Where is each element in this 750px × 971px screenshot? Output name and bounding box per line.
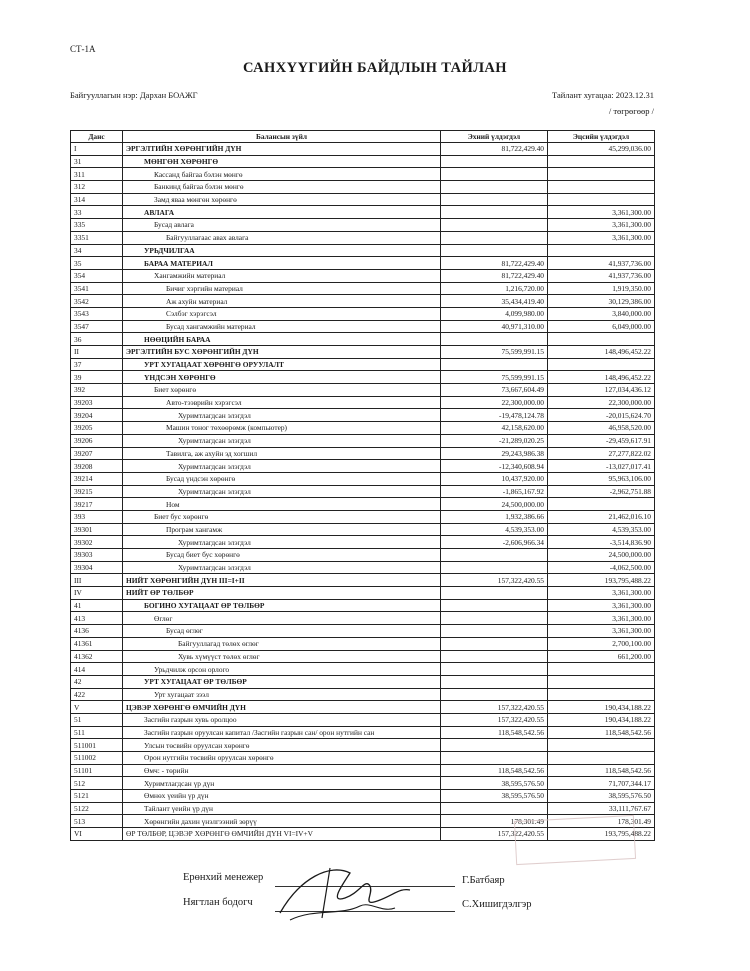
table-row	[71, 155, 655, 168]
table-row	[71, 637, 655, 650]
table-row	[71, 346, 655, 359]
item-name-cell: НИЙТ ӨР ТӨЛБӨР	[123, 587, 441, 600]
start-balance-cell	[441, 561, 548, 574]
account-code-cell: 39217	[71, 498, 123, 511]
start-balance-cell	[441, 612, 548, 625]
accountant-title: Нягтлан бодогч	[183, 897, 253, 908]
item-name-cell: Бусад өглөг	[123, 625, 441, 638]
end-balance-cell	[548, 193, 655, 206]
end-balance-cell: 193,795,488.22	[548, 574, 655, 587]
end-balance-cell: 3,840,000.00	[548, 307, 655, 320]
end-balance-cell	[548, 739, 655, 752]
item-name-cell: УРТ ХУГАЦААТ ХӨРӨНГӨ ОРУУЛАЛТ	[123, 358, 441, 371]
start-balance-cell: -21,289,020.25	[441, 434, 548, 447]
account-code-cell: 512	[71, 777, 123, 790]
end-balance-cell	[548, 675, 655, 688]
table-row	[71, 764, 655, 777]
end-balance-cell: 178,301.49	[548, 815, 655, 828]
end-balance-cell: 3,361,300.00	[548, 219, 655, 232]
end-balance-cell: 3,361,300.00	[548, 587, 655, 600]
start-balance-cell: 10,437,920.00	[441, 472, 548, 485]
end-balance-cell: 45,299,036.00	[548, 143, 655, 156]
table-row	[71, 295, 655, 308]
table-row	[71, 396, 655, 409]
start-balance-cell	[441, 155, 548, 168]
item-name-cell: Машин тоног төхөөрөмж (компьютер)	[123, 422, 441, 435]
item-name-cell: Банкинд байгаа бэлэн мөнгө	[123, 181, 441, 194]
table-row	[71, 549, 655, 562]
account-code-cell: 414	[71, 663, 123, 676]
table-row	[71, 257, 655, 270]
start-balance-cell	[441, 752, 548, 765]
end-balance-cell: 38,595,576.50	[548, 790, 655, 803]
item-name-cell: Програм хангамж	[123, 523, 441, 536]
account-code-cell: 312	[71, 181, 123, 194]
start-balance-cell: 75,599,991.15	[441, 371, 548, 384]
end-balance-cell: 3,361,300.00	[548, 206, 655, 219]
item-name-cell: ӨР ТӨЛБӨР, ЦЭВЭР ХӨРӨНГӨ ӨМЧИЙН ДҮН VI=IV+V	[123, 828, 441, 841]
start-balance-cell	[441, 358, 548, 371]
end-balance-cell: 30,129,386.00	[548, 295, 655, 308]
account-code-cell: 37	[71, 358, 123, 371]
table-row	[71, 181, 655, 194]
start-balance-cell: 75,599,991.15	[441, 346, 548, 359]
item-name-cell: БАРАА МАТЕРИАЛ	[123, 257, 441, 270]
item-name-cell: НӨӨЦИЙН БАРАА	[123, 333, 441, 346]
account-code-cell: 39301	[71, 523, 123, 536]
account-code-cell: 5122	[71, 802, 123, 815]
account-code-cell: 39203	[71, 396, 123, 409]
item-name-cell: Урьдчилж орсон орлого	[123, 663, 441, 676]
item-name-cell: Хөрөнгийн дахин үнэлгээний зөрүү	[123, 815, 441, 828]
start-balance-cell	[441, 637, 548, 650]
item-name-cell: Бусад хангамжийн материал	[123, 320, 441, 333]
end-balance-cell: 148,496,452.22	[548, 346, 655, 359]
table-row	[71, 625, 655, 638]
start-balance-cell: 81,722,429.40	[441, 143, 548, 156]
table-row	[71, 688, 655, 701]
end-balance-cell: 190,434,188.22	[548, 713, 655, 726]
start-balance-cell	[441, 231, 548, 244]
start-balance-cell	[441, 549, 548, 562]
account-code-cell: 393	[71, 510, 123, 523]
start-balance-cell: 81,722,429.40	[441, 269, 548, 282]
item-name-cell: Засгийн газрын оруулсан капитал /Засгийн газрын сан/ орон нутгийн сан	[123, 726, 441, 739]
account-code-cell: 4136	[71, 625, 123, 638]
manager-name: Г.Батбаяр	[462, 875, 505, 886]
account-code-cell: 314	[71, 193, 123, 206]
account-code-cell: V	[71, 701, 123, 714]
item-name-cell: ЭРГЭЛТИЙН БУС ХӨРӨНГИЙН ДҮН	[123, 346, 441, 359]
table-row	[71, 663, 655, 676]
item-name-cell: МӨНГӨН ХӨРӨНГӨ	[123, 155, 441, 168]
start-balance-cell	[441, 244, 548, 257]
start-balance-cell	[441, 739, 548, 752]
start-balance-cell: 35,434,419.40	[441, 295, 548, 308]
end-balance-cell: 95,963,106.00	[548, 472, 655, 485]
end-balance-cell: 127,034,436.12	[548, 384, 655, 397]
item-name-cell: Бусад авлага	[123, 219, 441, 232]
end-balance-cell: 4,539,353.00	[548, 523, 655, 536]
table-row	[71, 790, 655, 803]
item-name-cell: Байгууллагаас авах авлага	[123, 231, 441, 244]
account-code-cell: 34	[71, 244, 123, 257]
table-row	[71, 498, 655, 511]
item-name-cell: Байгууллагад төлөх өглөг	[123, 637, 441, 650]
start-balance-cell	[441, 688, 548, 701]
start-balance-cell: 40,971,310.00	[441, 320, 548, 333]
end-balance-cell: 2,700,100.00	[548, 637, 655, 650]
item-name-cell: Хангамжийн материал	[123, 269, 441, 282]
table-row	[71, 244, 655, 257]
end-balance-cell	[548, 688, 655, 701]
item-name-cell: Замд яваа мөнгөн хөрөнгө	[123, 193, 441, 206]
account-code-cell: 39205	[71, 422, 123, 435]
start-balance-cell: 29,243,986.38	[441, 447, 548, 460]
item-name-cell: ЭРГЭЛТИЙН ХӨРӨНГИЙН ДҮН	[123, 143, 441, 156]
table-row	[71, 523, 655, 536]
start-balance-cell	[441, 675, 548, 688]
end-balance-cell: -2,962,751.88	[548, 485, 655, 498]
signature-scrawl-icon	[270, 858, 420, 928]
end-balance-cell: -13,027,017.41	[548, 460, 655, 473]
item-name-cell: Хуримтлагдсан элэгдэл	[123, 409, 441, 422]
item-name-cell: Улсын төсвийн оруулсан хөрөнгө	[123, 739, 441, 752]
item-name-cell: НИЙТ ХӨРӨНГИЙН ДҮН III=I+II	[123, 574, 441, 587]
account-code-cell: 335	[71, 219, 123, 232]
end-balance-cell: -4,062,500.00	[548, 561, 655, 574]
end-balance-cell: 6,049,000.00	[548, 320, 655, 333]
start-balance-cell: 42,158,620.00	[441, 422, 548, 435]
account-code-cell: 42	[71, 675, 123, 688]
start-balance-cell: 157,322,420.55	[441, 701, 548, 714]
end-balance-cell: 661,200.00	[548, 650, 655, 663]
end-balance-cell: 71,707,344.17	[548, 777, 655, 790]
end-balance-cell: 3,361,300.00	[548, 612, 655, 625]
table-row	[71, 802, 655, 815]
start-balance-cell: 24,500,000.00	[441, 498, 548, 511]
start-balance-cell: -2,606,966.34	[441, 536, 548, 549]
currency-unit: / төгрөгөөр /	[608, 106, 654, 116]
account-code-cell: 311	[71, 168, 123, 181]
account-code-cell: 3351	[71, 231, 123, 244]
start-balance-cell: 118,548,542.56	[441, 726, 548, 739]
end-balance-cell: 24,500,000.00	[548, 549, 655, 562]
item-name-cell: Биет бус хөрөнгө	[123, 510, 441, 523]
end-balance-cell	[548, 752, 655, 765]
start-balance-cell	[441, 193, 548, 206]
item-name-cell: Сэлбэг хэрэгсэл	[123, 307, 441, 320]
end-balance-cell	[548, 663, 655, 676]
table-row	[71, 612, 655, 625]
end-balance-cell: 41,937,736.00	[548, 269, 655, 282]
start-balance-cell: -19,478,124.78	[441, 409, 548, 422]
table-row	[71, 333, 655, 346]
account-code-cell: 511002	[71, 752, 123, 765]
account-code-cell: 3547	[71, 320, 123, 333]
start-balance-cell	[441, 650, 548, 663]
item-name-cell: Тавилга, аж ахуйн эд хогшил	[123, 447, 441, 460]
table-row	[71, 574, 655, 587]
end-balance-cell	[548, 181, 655, 194]
item-name-cell: Хуримтлагдсан элэгдэл	[123, 434, 441, 447]
table-row	[71, 599, 655, 612]
account-code-cell: 39302	[71, 536, 123, 549]
header-end-balance: Эцсийн үлдэгдэл	[548, 131, 655, 143]
start-balance-cell	[441, 599, 548, 612]
start-balance-cell: 118,548,542.56	[441, 764, 548, 777]
table-row	[71, 460, 655, 473]
table-row	[71, 510, 655, 523]
item-name-cell: Хуримтлагдсан элэгдэл	[123, 561, 441, 574]
table-row	[71, 168, 655, 181]
table-row	[71, 219, 655, 232]
organization-name: Байгууллагын нэр: Дархан БОАЖГ	[70, 90, 198, 100]
table-row	[71, 739, 655, 752]
item-name-cell: АВЛАГА	[123, 206, 441, 219]
end-balance-cell: 21,462,016.10	[548, 510, 655, 523]
item-name-cell: Өмнөх үеийн үр дүн	[123, 790, 441, 803]
account-code-cell: 39208	[71, 460, 123, 473]
end-balance-cell: 190,434,188.22	[548, 701, 655, 714]
header-item: Балансын зүйл	[123, 131, 441, 143]
account-code-cell: 354	[71, 269, 123, 282]
table-row	[71, 384, 655, 397]
header-start-balance: Эхний үлдэгдэл	[441, 131, 548, 143]
account-code-cell: 36	[71, 333, 123, 346]
item-name-cell: ЦЭВЭР ХӨРӨНГӨ ӨМЧИЙН ДҮН	[123, 701, 441, 714]
item-name-cell: БОГИНО ХУГАЦААТ ӨР ТӨЛБӨР	[123, 599, 441, 612]
balance-sheet-table	[70, 130, 655, 841]
account-code-cell: 511001	[71, 739, 123, 752]
account-code-cell: 39304	[71, 561, 123, 574]
end-balance-cell: 22,300,000.00	[548, 396, 655, 409]
table-row	[71, 447, 655, 460]
item-name-cell: УРЬДЧИЛГАА	[123, 244, 441, 257]
item-name-cell: Бусад үндсэн хөрөнгө	[123, 472, 441, 485]
account-code-cell: 51	[71, 713, 123, 726]
start-balance-cell: 38,595,576.50	[441, 777, 548, 790]
table-row	[71, 320, 655, 333]
start-balance-cell	[441, 802, 548, 815]
table-row	[71, 650, 655, 663]
start-balance-cell: 38,595,576.50	[441, 790, 548, 803]
table-row	[71, 713, 655, 726]
start-balance-cell	[441, 625, 548, 638]
start-balance-cell: 157,322,420.55	[441, 574, 548, 587]
account-code-cell: 41	[71, 599, 123, 612]
page-title: САНХҮҮГИЙН БАЙДЛЫН ТАЙЛАН	[243, 60, 507, 76]
table-row	[71, 485, 655, 498]
table-header-row	[71, 131, 655, 143]
start-balance-cell: -12,340,608.94	[441, 460, 548, 473]
table-row	[71, 143, 655, 156]
end-balance-cell: 3,361,300.00	[548, 231, 655, 244]
item-name-cell: Засгийн газрын хувь оролцоо	[123, 713, 441, 726]
table-row	[71, 231, 655, 244]
table-row	[71, 422, 655, 435]
account-code-cell: IV	[71, 587, 123, 600]
end-balance-cell: -3,514,836.90	[548, 536, 655, 549]
item-name-cell: Бусад биет бус хөрөнгө	[123, 549, 441, 562]
item-name-cell: Орон нутгийн төсвийн оруулсан хөрөнгө	[123, 752, 441, 765]
table-body	[71, 143, 655, 841]
account-code-cell: 41362	[71, 650, 123, 663]
account-code-cell: 41361	[71, 637, 123, 650]
end-balance-cell: 41,937,736.00	[548, 257, 655, 270]
table-row	[71, 206, 655, 219]
table-row	[71, 269, 655, 282]
account-code-cell: 39303	[71, 549, 123, 562]
table-row	[71, 409, 655, 422]
table-row	[71, 307, 655, 320]
start-balance-cell: 157,322,420.55	[441, 713, 548, 726]
end-balance-cell: 118,548,542.56	[548, 764, 655, 777]
account-code-cell: 511	[71, 726, 123, 739]
start-balance-cell: 1,932,386.66	[441, 510, 548, 523]
start-balance-cell: -1,865,167.92	[441, 485, 548, 498]
account-code-cell: 39	[71, 371, 123, 384]
table-row	[71, 193, 655, 206]
end-balance-cell: -29,459,617.91	[548, 434, 655, 447]
account-code-cell: 413	[71, 612, 123, 625]
accountant-name: С.Хишигдэлгэр	[462, 899, 532, 910]
table-row	[71, 536, 655, 549]
account-code-cell: 39207	[71, 447, 123, 460]
account-code-cell: 39204	[71, 409, 123, 422]
end-balance-cell	[548, 358, 655, 371]
start-balance-cell: 178,301.49	[441, 815, 548, 828]
start-balance-cell: 22,300,000.00	[441, 396, 548, 409]
start-balance-cell: 157,322,420.55	[441, 828, 548, 841]
item-name-cell: Өглөг	[123, 612, 441, 625]
account-code-cell: 39215	[71, 485, 123, 498]
item-name-cell: Бичиг хэргийн материал	[123, 282, 441, 295]
account-code-cell: 39214	[71, 472, 123, 485]
report-date: Тайлант хугацаа: 2023.12.31	[552, 90, 654, 100]
item-name-cell: Ном	[123, 498, 441, 511]
item-name-cell: Хуримтлагдсан үр дүн	[123, 777, 441, 790]
start-balance-cell	[441, 219, 548, 232]
account-code-cell: 35	[71, 257, 123, 270]
start-balance-cell: 4,099,980.00	[441, 307, 548, 320]
table-row	[71, 371, 655, 384]
item-name-cell: Биет хөрөнгө	[123, 384, 441, 397]
header-account: Данс	[71, 131, 123, 143]
item-name-cell: ҮНДСЭН ХӨРӨНГӨ	[123, 371, 441, 384]
manager-title: Ерөнхий менежер	[183, 872, 264, 883]
end-balance-cell: -20,015,624.70	[548, 409, 655, 422]
account-code-cell: III	[71, 574, 123, 587]
account-code-cell: II	[71, 346, 123, 359]
end-balance-cell: 3,361,300.00	[548, 599, 655, 612]
table-row	[71, 587, 655, 600]
end-balance-cell: 46,958,520.00	[548, 422, 655, 435]
table-row	[71, 701, 655, 714]
table-row	[71, 282, 655, 295]
account-code-cell: 51101	[71, 764, 123, 777]
item-name-cell: Аж ахуйн материал	[123, 295, 441, 308]
table-row	[71, 472, 655, 485]
end-balance-cell	[548, 244, 655, 257]
end-balance-cell	[548, 333, 655, 346]
account-code-cell: VI	[71, 828, 123, 841]
account-code-cell: 422	[71, 688, 123, 701]
account-code-cell: 5121	[71, 790, 123, 803]
start-balance-cell: 4,539,353.00	[441, 523, 548, 536]
start-balance-cell	[441, 333, 548, 346]
end-balance-cell	[548, 155, 655, 168]
item-name-cell: УРТ ХУГАЦААТ ӨР ТӨЛБӨР	[123, 675, 441, 688]
item-name-cell: Тайлант үеийн үр дүн	[123, 802, 441, 815]
start-balance-cell	[441, 168, 548, 181]
account-code-cell: 392	[71, 384, 123, 397]
item-name-cell: Хуримтлагдсан элэгдэл	[123, 485, 441, 498]
table-row	[71, 358, 655, 371]
end-balance-cell	[548, 168, 655, 181]
start-balance-cell	[441, 181, 548, 194]
end-balance-cell: 1,919,350.00	[548, 282, 655, 295]
account-code-cell: 33	[71, 206, 123, 219]
item-name-cell: Урт хугацаат зээл	[123, 688, 441, 701]
start-balance-cell: 1,216,720.00	[441, 282, 548, 295]
item-name-cell: Хуримтлагдсан элэгдэл	[123, 460, 441, 473]
table-row	[71, 434, 655, 447]
table-row	[71, 777, 655, 790]
item-name-cell: Хувь хүмүүст төлөх өглөг	[123, 650, 441, 663]
item-name-cell: Өмч: - төрийн	[123, 764, 441, 777]
account-code-cell: I	[71, 143, 123, 156]
end-balance-cell: 27,277,822.02	[548, 447, 655, 460]
start-balance-cell	[441, 587, 548, 600]
stamp-mark	[514, 815, 636, 865]
account-code-cell: 39206	[71, 434, 123, 447]
start-balance-cell: 81,722,429.40	[441, 257, 548, 270]
item-name-cell: Авто-тээврийн хэрэгсэл	[123, 396, 441, 409]
table-row	[71, 726, 655, 739]
table-row	[71, 675, 655, 688]
end-balance-cell: 193,795,488.22	[548, 828, 655, 841]
end-balance-cell: 118,548,542.56	[548, 726, 655, 739]
start-balance-cell	[441, 663, 548, 676]
end-balance-cell: 148,496,452.22	[548, 371, 655, 384]
account-code-cell: 31	[71, 155, 123, 168]
item-name-cell: Хуримтлагдсан элэгдэл	[123, 536, 441, 549]
end-balance-cell: 3,361,300.00	[548, 625, 655, 638]
start-balance-cell: 73,667,604.49	[441, 384, 548, 397]
table-row	[71, 561, 655, 574]
start-balance-cell	[441, 206, 548, 219]
end-balance-cell: 33,111,767.67	[548, 802, 655, 815]
account-code-cell: 3541	[71, 282, 123, 295]
account-code-cell: 513	[71, 815, 123, 828]
form-code: СТ-1А	[70, 44, 96, 54]
account-code-cell: 3543	[71, 307, 123, 320]
table-row	[71, 752, 655, 765]
end-balance-cell	[548, 498, 655, 511]
item-name-cell: Кассанд байгаа бэлэн мөнгө	[123, 168, 441, 181]
account-code-cell: 3542	[71, 295, 123, 308]
